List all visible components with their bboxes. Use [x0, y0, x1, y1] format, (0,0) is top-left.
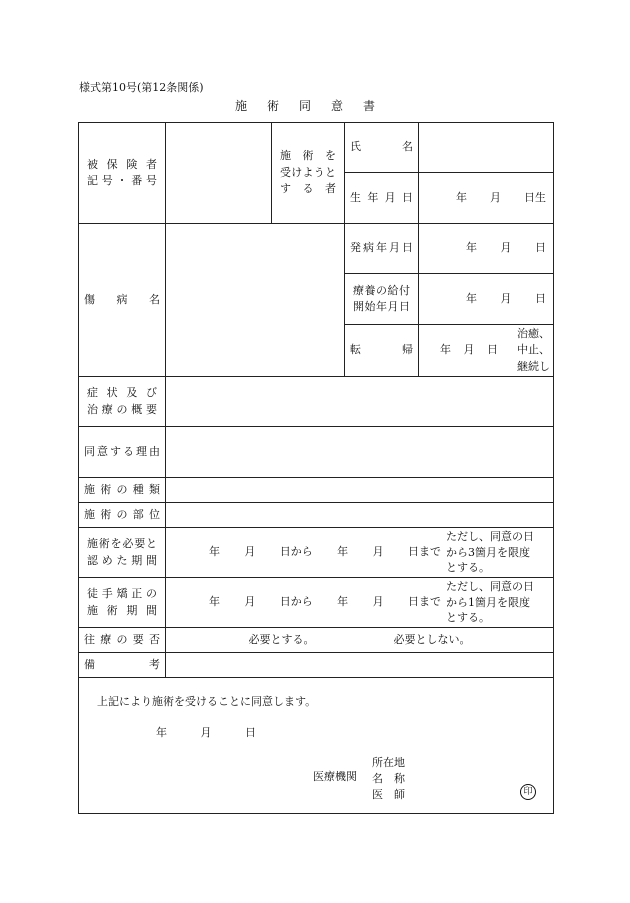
onset-date-label: 発病年月日: [345, 224, 419, 274]
doctor-label: 医 師: [372, 787, 405, 801]
treatment-site-field[interactable]: [166, 503, 554, 528]
consent-section: [79, 678, 554, 814]
form-title: 施術同意書: [234, 99, 395, 113]
patient-label: 施術を 受けようと する者: [272, 123, 345, 224]
house-call-option-needed[interactable]: 必要とする。: [248, 632, 315, 646]
manual-correction-period-label: 徒手矯正の 施術期間: [79, 578, 166, 628]
treatment-type-label: 施術の種類: [79, 478, 166, 503]
manual-correction-period-note: ただし、同意の日 から1箇月を限度 とする。: [446, 579, 534, 625]
seal-mark: 印: [520, 784, 536, 800]
treatment-period-label: 施術を必要と 認めた期間: [79, 528, 166, 578]
insured-number-field[interactable]: [166, 123, 272, 224]
name-field[interactable]: [419, 123, 554, 173]
injury-label: 傷病名: [79, 224, 166, 377]
insured-number-label: 被保険者 記号・番号: [79, 123, 166, 224]
house-call-label: 往療の要否: [79, 628, 166, 653]
institution-name-label: 名 称: [372, 771, 405, 785]
outcome-option-stop: 中止、: [517, 343, 550, 357]
treatment-site-label: 施術の部位: [79, 503, 166, 528]
institution-label: 医療機関: [313, 770, 357, 783]
manual-correction-period-field[interactable]: 年 月 日から 年 月 日まで ただし、同意の日 から1箇月を限度 とする。: [166, 578, 554, 628]
consent-date[interactable]: 年 月 日: [156, 726, 256, 739]
address-label: 所在地: [372, 756, 405, 769]
injury-field[interactable]: [166, 224, 345, 377]
treatment-period-field[interactable]: 年 月 日から 年 月 日まで ただし、同意の日 から3箇月を限度 とする。: [166, 528, 554, 578]
outcome-option-continue: 継続し: [517, 359, 550, 373]
reason-label: 同意する理由: [79, 427, 166, 478]
outcome-field[interactable]: 年 月 日 治癒、 中止、 継続し: [419, 325, 554, 377]
treatment-type-field[interactable]: [166, 478, 554, 503]
outcome-option-cure: 治癒、: [517, 326, 550, 340]
onset-date-field[interactable]: 年 月 日: [419, 224, 554, 274]
symptoms-label: 症状及び 治療の概要: [79, 377, 166, 427]
remarks-label: 備考: [79, 653, 166, 678]
symptoms-field[interactable]: [166, 377, 554, 427]
birth-date-label: 生年月日: [345, 173, 419, 224]
name-label: 氏 名: [345, 123, 419, 173]
outcome-label: 転帰: [345, 325, 419, 377]
consent-statement: 上記により施術を受けることに同意します。: [97, 695, 317, 708]
reason-field[interactable]: [166, 427, 554, 478]
benefit-start-label: 療養の給付 開始年月日: [345, 274, 419, 325]
form-number: 様式第10号(第12条関係): [79, 81, 204, 94]
house-call-option-not-needed[interactable]: 必要としない。: [393, 632, 471, 646]
house-call-field: [166, 628, 554, 653]
birth-date-field[interactable]: 年 月 日生: [419, 173, 554, 224]
benefit-start-field[interactable]: 年 月 日: [419, 274, 554, 325]
remarks-field[interactable]: [166, 653, 554, 678]
consent-form-table: [78, 122, 554, 814]
treatment-period-note: ただし、同意の日 から3箇月を限度 とする。: [446, 529, 534, 575]
